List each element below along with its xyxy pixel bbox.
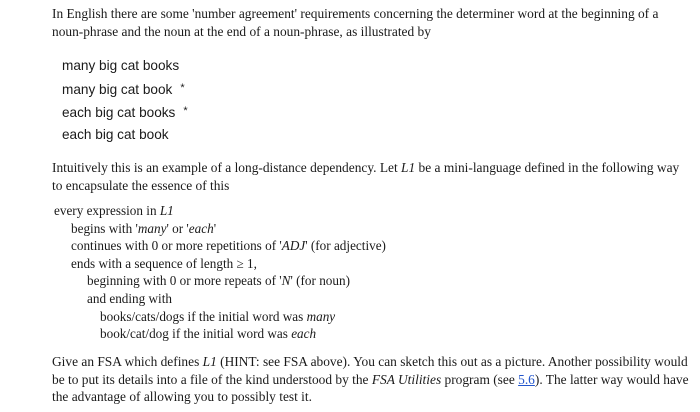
language-name: L1 [401, 160, 416, 175]
intro-paragraph [52, 5, 692, 40]
list-item [62, 100, 188, 123]
category-label: N [281, 273, 291, 289]
definition-paragraph [52, 159, 692, 194]
task-text: ). The latter way would have the advantage of allowing you to possibly test it. [52, 371, 689, 404]
example-phrase: many big cat books [62, 58, 180, 73]
code-line [54, 272, 386, 290]
code-line [54, 290, 386, 308]
definition-text-before: Intuitively this is an example of a long-distance dependency. Let [52, 160, 402, 175]
example-list [62, 54, 188, 146]
task-text: program (see [441, 371, 519, 387]
code-line [54, 255, 386, 273]
code-text: books/cats/dogs if the initial word was [100, 308, 307, 324]
code-text: ' (for noun) [290, 273, 350, 289]
ungrammatical-mark: * [180, 82, 185, 94]
code-text: ends with a sequence of length ≥ 1, [71, 255, 257, 271]
list-item [62, 123, 188, 146]
example-phrase: many big cat book [62, 82, 173, 97]
language-name: L1 [159, 203, 174, 218]
task-paragraph [52, 353, 692, 406]
intro-text: In English there are some 'number agreement' requirements concerning the determiner word at the beginning of a noun-phrase and the noun at the end of a noun-phrase, as illustrated by [52, 6, 659, 39]
code-line [54, 308, 386, 326]
determiner-word: many [137, 220, 167, 236]
code-line [54, 220, 386, 238]
task-text: Give an FSA which defines [52, 354, 203, 369]
code-line [54, 237, 386, 255]
task-text: (HINT: see FSA above). You can sketch this out as a picture. Another possibility would be to put its details into a file of the kind understood by the [52, 354, 688, 387]
determiner-word: each [291, 326, 317, 342]
ungrammatical-mark: * [183, 105, 188, 117]
code-line [54, 202, 386, 220]
determiner-word: each [188, 220, 214, 236]
code-line [54, 325, 386, 343]
language-name: L1 [202, 354, 217, 369]
list-item [62, 77, 188, 100]
definition-text-after: be a mini-language defined in the following way to encapsulate the essence of this [52, 160, 680, 193]
example-phrase: each big cat book [62, 127, 169, 142]
category-label: ADJ [281, 238, 306, 254]
example-phrase: each big cat books [62, 105, 176, 120]
code-text: ' (for adjective) [305, 238, 386, 254]
code-text: beginning with 0 or more repeats of ' [87, 273, 282, 289]
list-item [62, 54, 188, 77]
determiner-word: many [306, 308, 336, 324]
code-text: book/cat/dog if the initial word was [100, 326, 292, 342]
code-text: begins with ' [71, 220, 138, 236]
code-text: every expression in [54, 203, 160, 218]
code-text: ' or ' [166, 220, 189, 236]
program-name: FSA Utilities [371, 371, 442, 387]
code-text: continues with 0 or more repetitions of ' [71, 238, 282, 254]
section-link[interactable]: 5.6 [518, 371, 535, 387]
code-text: and ending with [87, 290, 172, 306]
code-text: ' [213, 220, 217, 236]
pseudocode-block [54, 202, 386, 343]
